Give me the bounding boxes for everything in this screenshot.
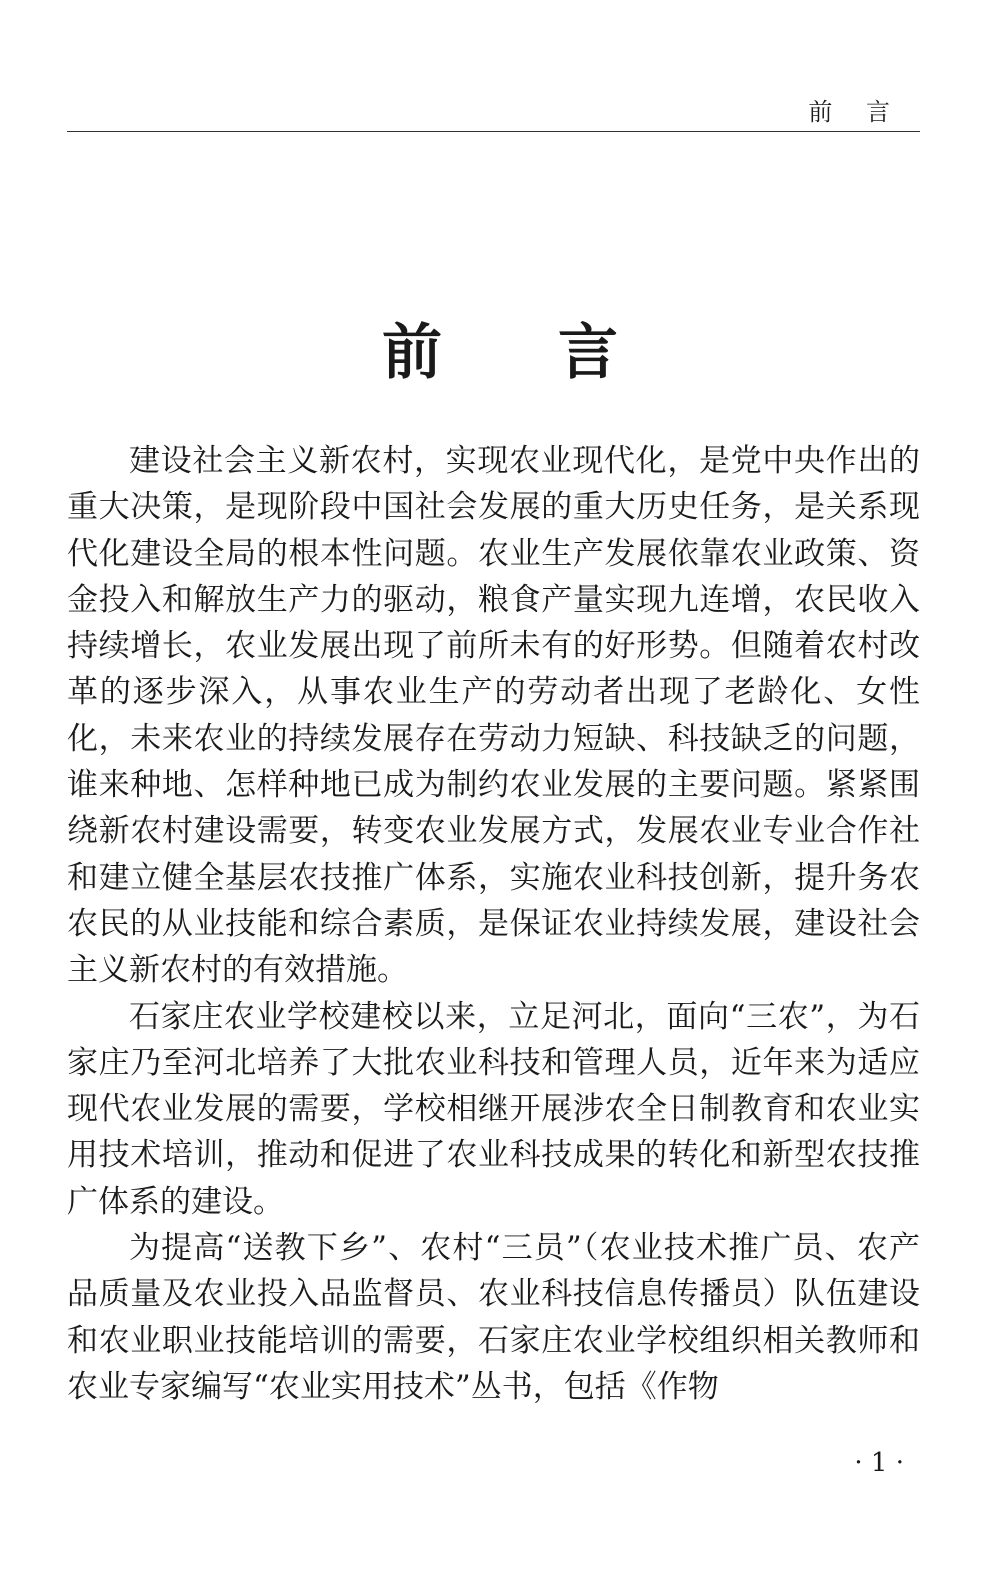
paragraph: 建设社会主义新农村，实现农业现代化，是党中央作出的重大决策，是现阶段中国社会发展的重大历史任务，是关系现代化建设全局的根本性问题。农业生产发展依靠农业政策、资金投入和解放生产力的驱动，粮食产量实现九连增，农民收入持续增长，农业发展出现了前所未有的好形势。但随着农村改革的逐步深入，从事农业生产的劳动者出现了老龄化、女性化，未来农业的持续发展存在劳动力短缺、科技缺乏的问题，谁来种地、怎样种地已成为制约农业发展的主要问题。紧紧围绕新农村建设需要，转变农业发展方式，发展农业专业合作社和建立健全基层农技推广体系，实施农业科技创新，提升务农农民的从业技能和综合素质，是保证农业持续发展，建设社会主义新农村的有效措施。 — [67, 443, 920, 989]
chapter-title-char: 言 — [558, 318, 618, 388]
body-text — [67, 438, 920, 1410]
chapter-title-char: 前 — [382, 318, 442, 388]
paragraph: 为提高“送教下乡”、农村“三员”（农业技术推广员、农产品质量及农业投入品监督员、农业科技信息传播员）队伍建设和农业职业技能培训的需要，石家庄农业学校组织相关教师和农业专家编写“农业实用技术”丛书，包括《作物 — [67, 1230, 920, 1405]
chapter-title — [0, 305, 1000, 391]
running-header-char: 言 — [866, 98, 890, 126]
running-header — [782, 92, 890, 127]
page-number: · 1 · — [854, 1448, 904, 1478]
header-rule — [67, 131, 920, 132]
paragraph: 石家庄农业学校建校以来，立足河北，面向“三农”，为石家庄乃至河北培养了大批农业科技和管理人员，近年来为适应现代农业发展的需要，学校相继开展涉农全日制教育和农业实用技术培训，推动和促进了农业科技成果的转化和新型农技推广体系的建设。 — [67, 998, 920, 1220]
running-header-char: 前 — [808, 98, 833, 126]
